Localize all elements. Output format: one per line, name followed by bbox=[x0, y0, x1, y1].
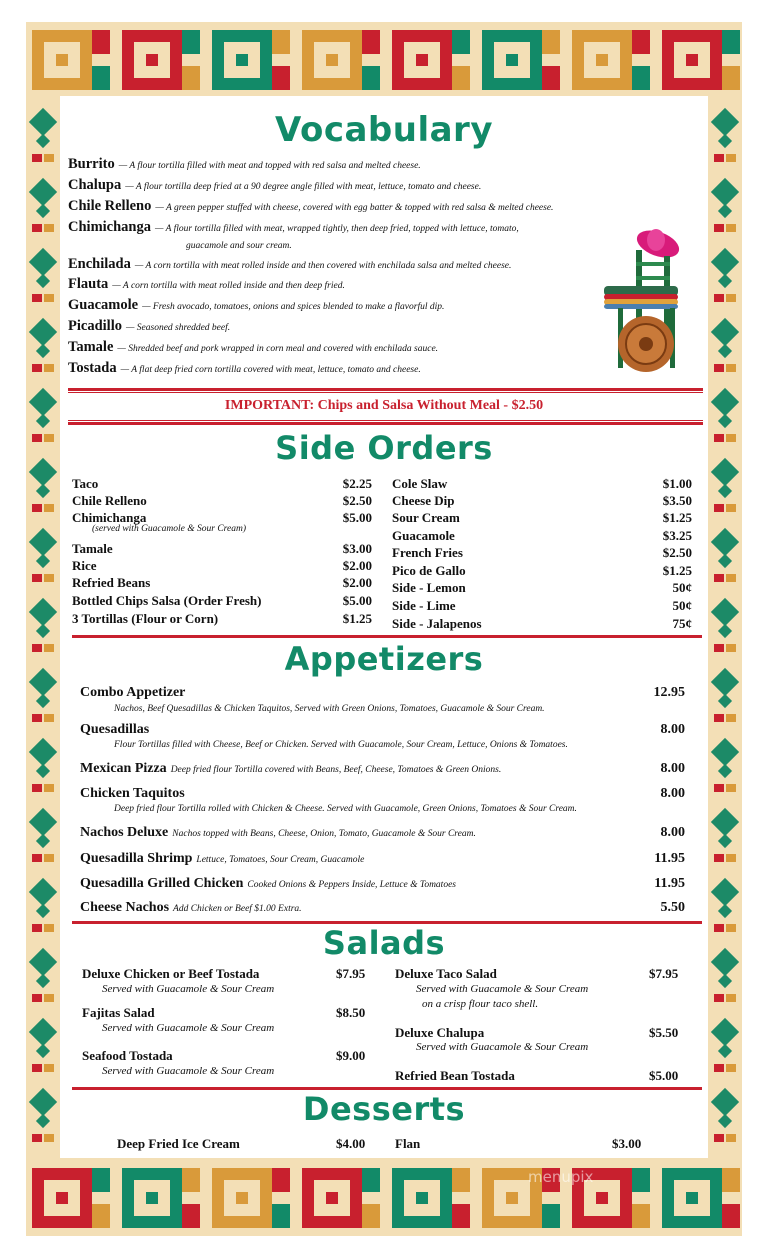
divider bbox=[72, 635, 702, 638]
border-right-column bbox=[708, 98, 742, 1160]
vocab-item: Enchilada — A corn tortilla with meat rolled inside and then covered with enchilada salsa and melted cheese. bbox=[68, 256, 512, 272]
salad-item-price: $7.95 bbox=[649, 966, 679, 981]
border-bottom-band bbox=[26, 1160, 742, 1236]
salad-item-name: Refried Bean Tostada bbox=[395, 1068, 515, 1083]
border-diamond bbox=[708, 658, 742, 728]
vocab-item: Tostada — A flat deep fried corn tortilla covered with meat, lettuce, tomato and cheese. bbox=[68, 360, 421, 376]
salad-item-description: Served with Guacamole & Sour Cream bbox=[102, 983, 275, 995]
border-diamond bbox=[26, 98, 60, 168]
border-diamond bbox=[26, 1078, 60, 1148]
vocab-item: Tamale — Shredded beef and pork wrapped in corn meal and covered with enchilada sauce. bbox=[68, 339, 439, 355]
border-diamond bbox=[708, 868, 742, 938]
desserts-title: Desserts bbox=[302, 1090, 466, 1128]
appetizer-description: Flour Tortillas filled with Cheese, Beef or Chicken. Served with Guacamole, Sour Cream, Lettuce, Onions & Tomatoes. bbox=[114, 740, 568, 750]
salad-item-price: $8.50 bbox=[336, 1005, 366, 1020]
border-diamond bbox=[708, 308, 742, 378]
border-diamond bbox=[26, 938, 60, 1008]
border-diamond bbox=[708, 798, 742, 868]
vocab-item-continued: guacamole and sour cream. bbox=[186, 241, 292, 251]
border-tile bbox=[656, 1160, 742, 1236]
chair-sombrero-illustration bbox=[598, 222, 688, 382]
vocab-item: Guacamole — Fresh avocado, tomatoes, onions and spices blended to make a flavorful dip. bbox=[68, 297, 445, 313]
border-top-band bbox=[26, 22, 742, 98]
border-diamond bbox=[708, 1008, 742, 1078]
border-left-column bbox=[26, 98, 60, 1160]
dessert-item-name: Deep Fried Ice Cream bbox=[117, 1136, 240, 1151]
border-diamond bbox=[26, 868, 60, 938]
salad-item-price: $9.00 bbox=[336, 1048, 366, 1063]
border-tile bbox=[656, 22, 742, 98]
vocabulary-title: Vocabulary bbox=[275, 110, 493, 150]
border-tile bbox=[296, 1160, 386, 1236]
border-diamond bbox=[26, 448, 60, 518]
border-diamond bbox=[708, 238, 742, 308]
appetizer-item: Quesadillas 8.00 bbox=[80, 722, 685, 737]
appetizer-item: Cheese Nachos Add Chicken or Beef $1.00 Extra. 5.50 bbox=[80, 900, 685, 915]
border-tile bbox=[116, 22, 206, 98]
vocab-item: Burrito — A flour tortilla filled with meat and topped with red salsa and melted cheese. bbox=[68, 156, 421, 172]
border-diamond bbox=[708, 588, 742, 658]
border-tile bbox=[566, 22, 656, 98]
border-tile bbox=[206, 22, 296, 98]
vocab-item: Chile Relleno — A green pepper stuffed with cheese, covered with egg batter & topped with red salsa & melted cheese. bbox=[68, 198, 554, 214]
border-tile bbox=[386, 1160, 476, 1236]
appetizer-item: Combo Appetizer 12.95 bbox=[80, 685, 685, 700]
border-diamond bbox=[26, 728, 60, 798]
border-diamond bbox=[26, 518, 60, 588]
salad-item-name: Fajitas Salad bbox=[82, 1005, 155, 1020]
salad-item-price: $5.50 bbox=[649, 1025, 679, 1040]
vocab-item: Chalupa — A flour tortilla deep fried at a 90 degree angle filled with meat, lettuce, tomato and cheese. bbox=[68, 177, 482, 193]
salad-item-description: Served with Guacamole & Sour Cream bbox=[102, 1065, 275, 1077]
vocab-item: Flauta — A corn tortilla with meat rolled inside and then deep fried. bbox=[68, 276, 345, 292]
salads-title: Salads bbox=[322, 924, 446, 962]
appetizer-item: Chicken Taquitos 8.00 bbox=[80, 786, 685, 801]
border-tile bbox=[476, 22, 566, 98]
salad-item-price: $5.00 bbox=[649, 1068, 679, 1083]
appetizer-description: Nachos, Beef Quesadillas & Chicken Taquitos, Served with Green Onions, Tomatoes, Guacamole & Sour Cream. bbox=[114, 704, 545, 714]
salad-item-name: Deluxe Taco Salad bbox=[395, 966, 497, 981]
salad-item-description: Served with Guacamole & Sour Cream bbox=[416, 1041, 589, 1053]
divider bbox=[68, 392, 703, 393]
appetizer-item: Mexican Pizza Deep fried flour Tortilla covered with Beans, Beef, Cheese, Tomatoes & Green Onions. 8.00 bbox=[80, 761, 685, 776]
border-diamond bbox=[708, 518, 742, 588]
watermark-text: menupix bbox=[528, 1168, 594, 1186]
border-tile bbox=[26, 1160, 116, 1236]
border-diamond bbox=[708, 378, 742, 448]
border-tile bbox=[116, 1160, 206, 1236]
border-diamond bbox=[26, 308, 60, 378]
appetizers-title: Appetizers bbox=[284, 640, 484, 678]
important-notice: IMPORTANT: Chips and Salsa Without Meal - $2.50 bbox=[224, 398, 544, 413]
salad-item-name: Deluxe Chalupa bbox=[395, 1025, 485, 1040]
dessert-item-price: $3.00 bbox=[612, 1136, 642, 1151]
border-diamond bbox=[26, 658, 60, 728]
appetizer-item: Quesadilla Grilled Chicken Cooked Onions & Peppers Inside, Lettuce & Tomatoes 11.95 bbox=[80, 876, 685, 891]
side-orders-title: Side Orders bbox=[275, 429, 493, 467]
salad-item-description: Served with Guacamole & Sour Cream bbox=[102, 1022, 275, 1034]
appetizer-item: Nachos Deluxe Nachos topped with Beans, Cheese, Onion, Tomato, Guacamole & Sour Cream. 8.00 bbox=[80, 825, 685, 840]
border-diamond bbox=[26, 798, 60, 868]
divider bbox=[68, 422, 703, 425]
border-tile bbox=[386, 22, 476, 98]
appetizer-description: Deep fried flour Tortilla rolled with Chicken & Cheese. Served with Guacamole, Green Onions, Tomatoes & Sour Cream. bbox=[114, 804, 577, 814]
salad-item-name: Seafood Tostada bbox=[82, 1048, 173, 1063]
side-order-note: (served with Guacamole & Sour Cream) bbox=[92, 524, 246, 534]
salad-item-price: $7.95 bbox=[336, 966, 366, 981]
border-tile bbox=[26, 22, 116, 98]
appetizer-item: Quesadilla Shrimp Lettuce, Tomatoes, Sour Cream, Guacamole 11.95 bbox=[80, 851, 685, 866]
border-diamond bbox=[26, 1008, 60, 1078]
border-diamond bbox=[708, 938, 742, 1008]
border-diamond bbox=[26, 378, 60, 448]
border-diamond bbox=[708, 728, 742, 798]
vocab-item: Chimichanga — A flour tortilla filled with meat, wrapped tightly, then deep fried, topped with lettuce, tomato, bbox=[68, 219, 519, 235]
vocab-item: Picadillo — Seasoned shredded beef. bbox=[68, 318, 231, 334]
border-diamond bbox=[26, 238, 60, 308]
border-diamond bbox=[708, 1078, 742, 1148]
salad-item-name: Deluxe Chicken or Beef Tostada bbox=[82, 966, 260, 981]
border-diamond bbox=[708, 168, 742, 238]
dessert-item-price: $4.00 bbox=[336, 1136, 366, 1151]
border-tile bbox=[296, 22, 386, 98]
salad-item-description: Served with Guacamole & Sour Cream bbox=[416, 983, 589, 995]
divider bbox=[68, 388, 703, 391]
border-diamond bbox=[708, 448, 742, 518]
border-diamond bbox=[26, 168, 60, 238]
border-diamond bbox=[26, 588, 60, 658]
border-diamond bbox=[708, 98, 742, 168]
border-tile bbox=[206, 1160, 296, 1236]
salad-item-description: on a crisp flour taco shell. bbox=[422, 998, 539, 1010]
dessert-item-name: Flan bbox=[395, 1136, 421, 1151]
divider bbox=[68, 420, 703, 421]
